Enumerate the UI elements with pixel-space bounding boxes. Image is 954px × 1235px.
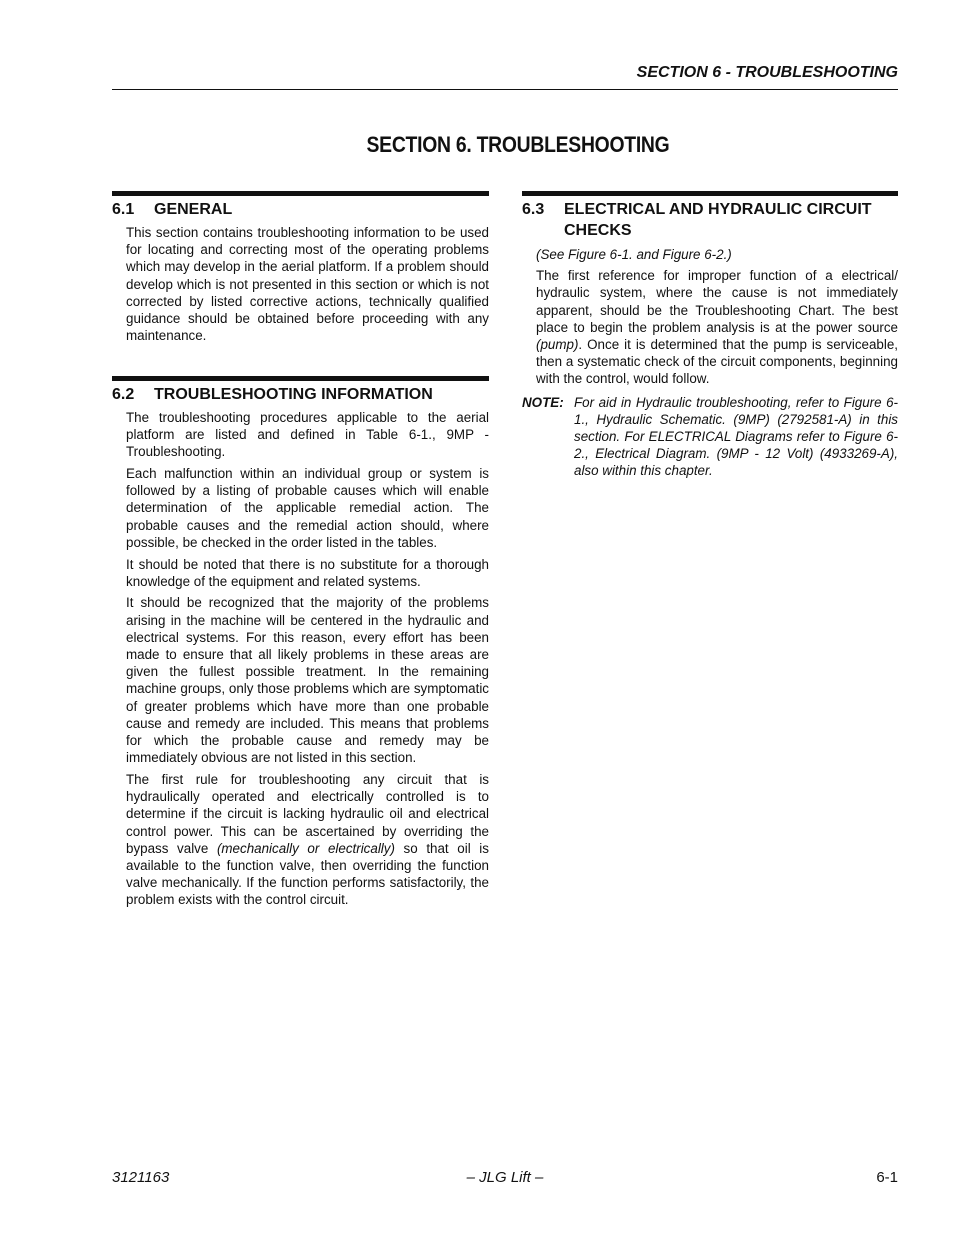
paragraph: It should be recognized that the majority of the problems arising in the machine will be centered in the hydraulic and electrical systems. For this reason, every effort has been made to ensure that all likely problems in these areas are given the fullest possible treatment. In the remaining machine groups, only those problems which are symptomatic of greater problems which have more than one probable cause and remedy are included. This means that problems for which the probable cause and remedy may be immediately obvious are not listed in this section.	[126, 595, 489, 766]
left-column	[112, 191, 489, 913]
text-run: so that oil is available to the function valve, then overriding the function valve mechanically. If the function performs satisfactorily, the problem exists with the control circuit.	[126, 840, 489, 908]
text-run: . Once it is determined that the pump is serviceable, then a systematic check of the circuit components, beginning with the control, would follow.	[536, 337, 898, 387]
section-body-checks	[522, 246, 898, 388]
section-heading-general	[112, 199, 489, 220]
right-column	[522, 191, 898, 480]
section-number: 6.3	[522, 201, 545, 218]
italic-run: (pump)	[536, 337, 579, 353]
paragraph: The troubleshooting procedures applicable to the aerial platform are listed and defined in Table 6-1., 9MP - Troubleshooting.	[126, 409, 489, 460]
document-number: 3121163	[112, 1169, 170, 1186]
text-run: The first rule for troubleshooting any circuit that is hydraulically operated and electrically controlled is to determine if the circuit is lacking hydraulic oil and electrical control power. This can be ascertained by overriding the bypass valve	[126, 771, 489, 856]
page-footer	[112, 1169, 898, 1189]
publisher-name: – JLG Lift –	[466, 1169, 544, 1186]
section-heading-info	[112, 384, 489, 405]
note-block	[522, 394, 898, 480]
section-rule	[112, 191, 489, 196]
section-heading-text: GENERAL	[154, 201, 233, 218]
paragraph	[126, 771, 489, 909]
section-number: 6.1	[112, 201, 135, 218]
paragraph: This section contains troubleshooting information to be used for locating and correcting most of the operating problems which may develop in the aerial platform. If a problem should develop which is not presented in this section or which is not corrected by listed corrective actions, technically qualified guidance should be obtained before proceeding with any maintenance.	[126, 225, 489, 344]
section-body-info	[112, 409, 489, 909]
section-heading-text: ELECTRICAL AND HYDRAULIC CIRCUIT CHECKS	[564, 201, 872, 239]
header-rule	[112, 89, 898, 90]
note-label: NOTE:	[522, 394, 564, 410]
text-run: The first reference for improper function of a electrical/ hydraulic system, where the cause is not immediately apparent, should be the Troubleshooting Chart. The best place to begin the problem analysis is at the power source	[536, 268, 898, 335]
section-rule	[522, 191, 898, 196]
page-title: SECTION 6. TROUBLESHOOTING	[366, 132, 670, 157]
italic-run: (mechanically or electrically)	[216, 840, 395, 856]
section-rule	[112, 376, 489, 381]
paragraph: It should be noted that there is no substitute for a thorough knowledge of the equipment and related systems.	[126, 556, 489, 589]
section-heading-checks	[522, 199, 898, 241]
page-number: 6-1	[876, 1169, 898, 1186]
section-heading-text: TROUBLESHOOTING INFORMATION	[154, 385, 433, 403]
paragraph: Each malfunction within an individual group or system is followed by a listing of probable causes which will enable determination of the applicable remedial action. The probable causes and the remedial action should, where possible, be checked in the order listed in the tables.	[126, 466, 489, 550]
paragraph	[536, 267, 898, 387]
section-body-general	[112, 224, 489, 344]
running-header: SECTION 6 - TROUBLESHOOTING	[636, 64, 898, 81]
section-number: 6.2	[112, 385, 135, 403]
figure-reference: (See Figure 6-1. and Figure 6-2.)	[536, 247, 732, 262]
note-text: For aid in Hydraulic troubleshooting, refer to Figure 6-1., Hydraulic Schematic. (9MP) (2792581-A) in this section. For ELECTRICAL Diagrams refer to Figure 6-2., Electrical Diagram. (9MP - 12 Volt) (4933269-A), also within this chapter.	[574, 394, 898, 479]
